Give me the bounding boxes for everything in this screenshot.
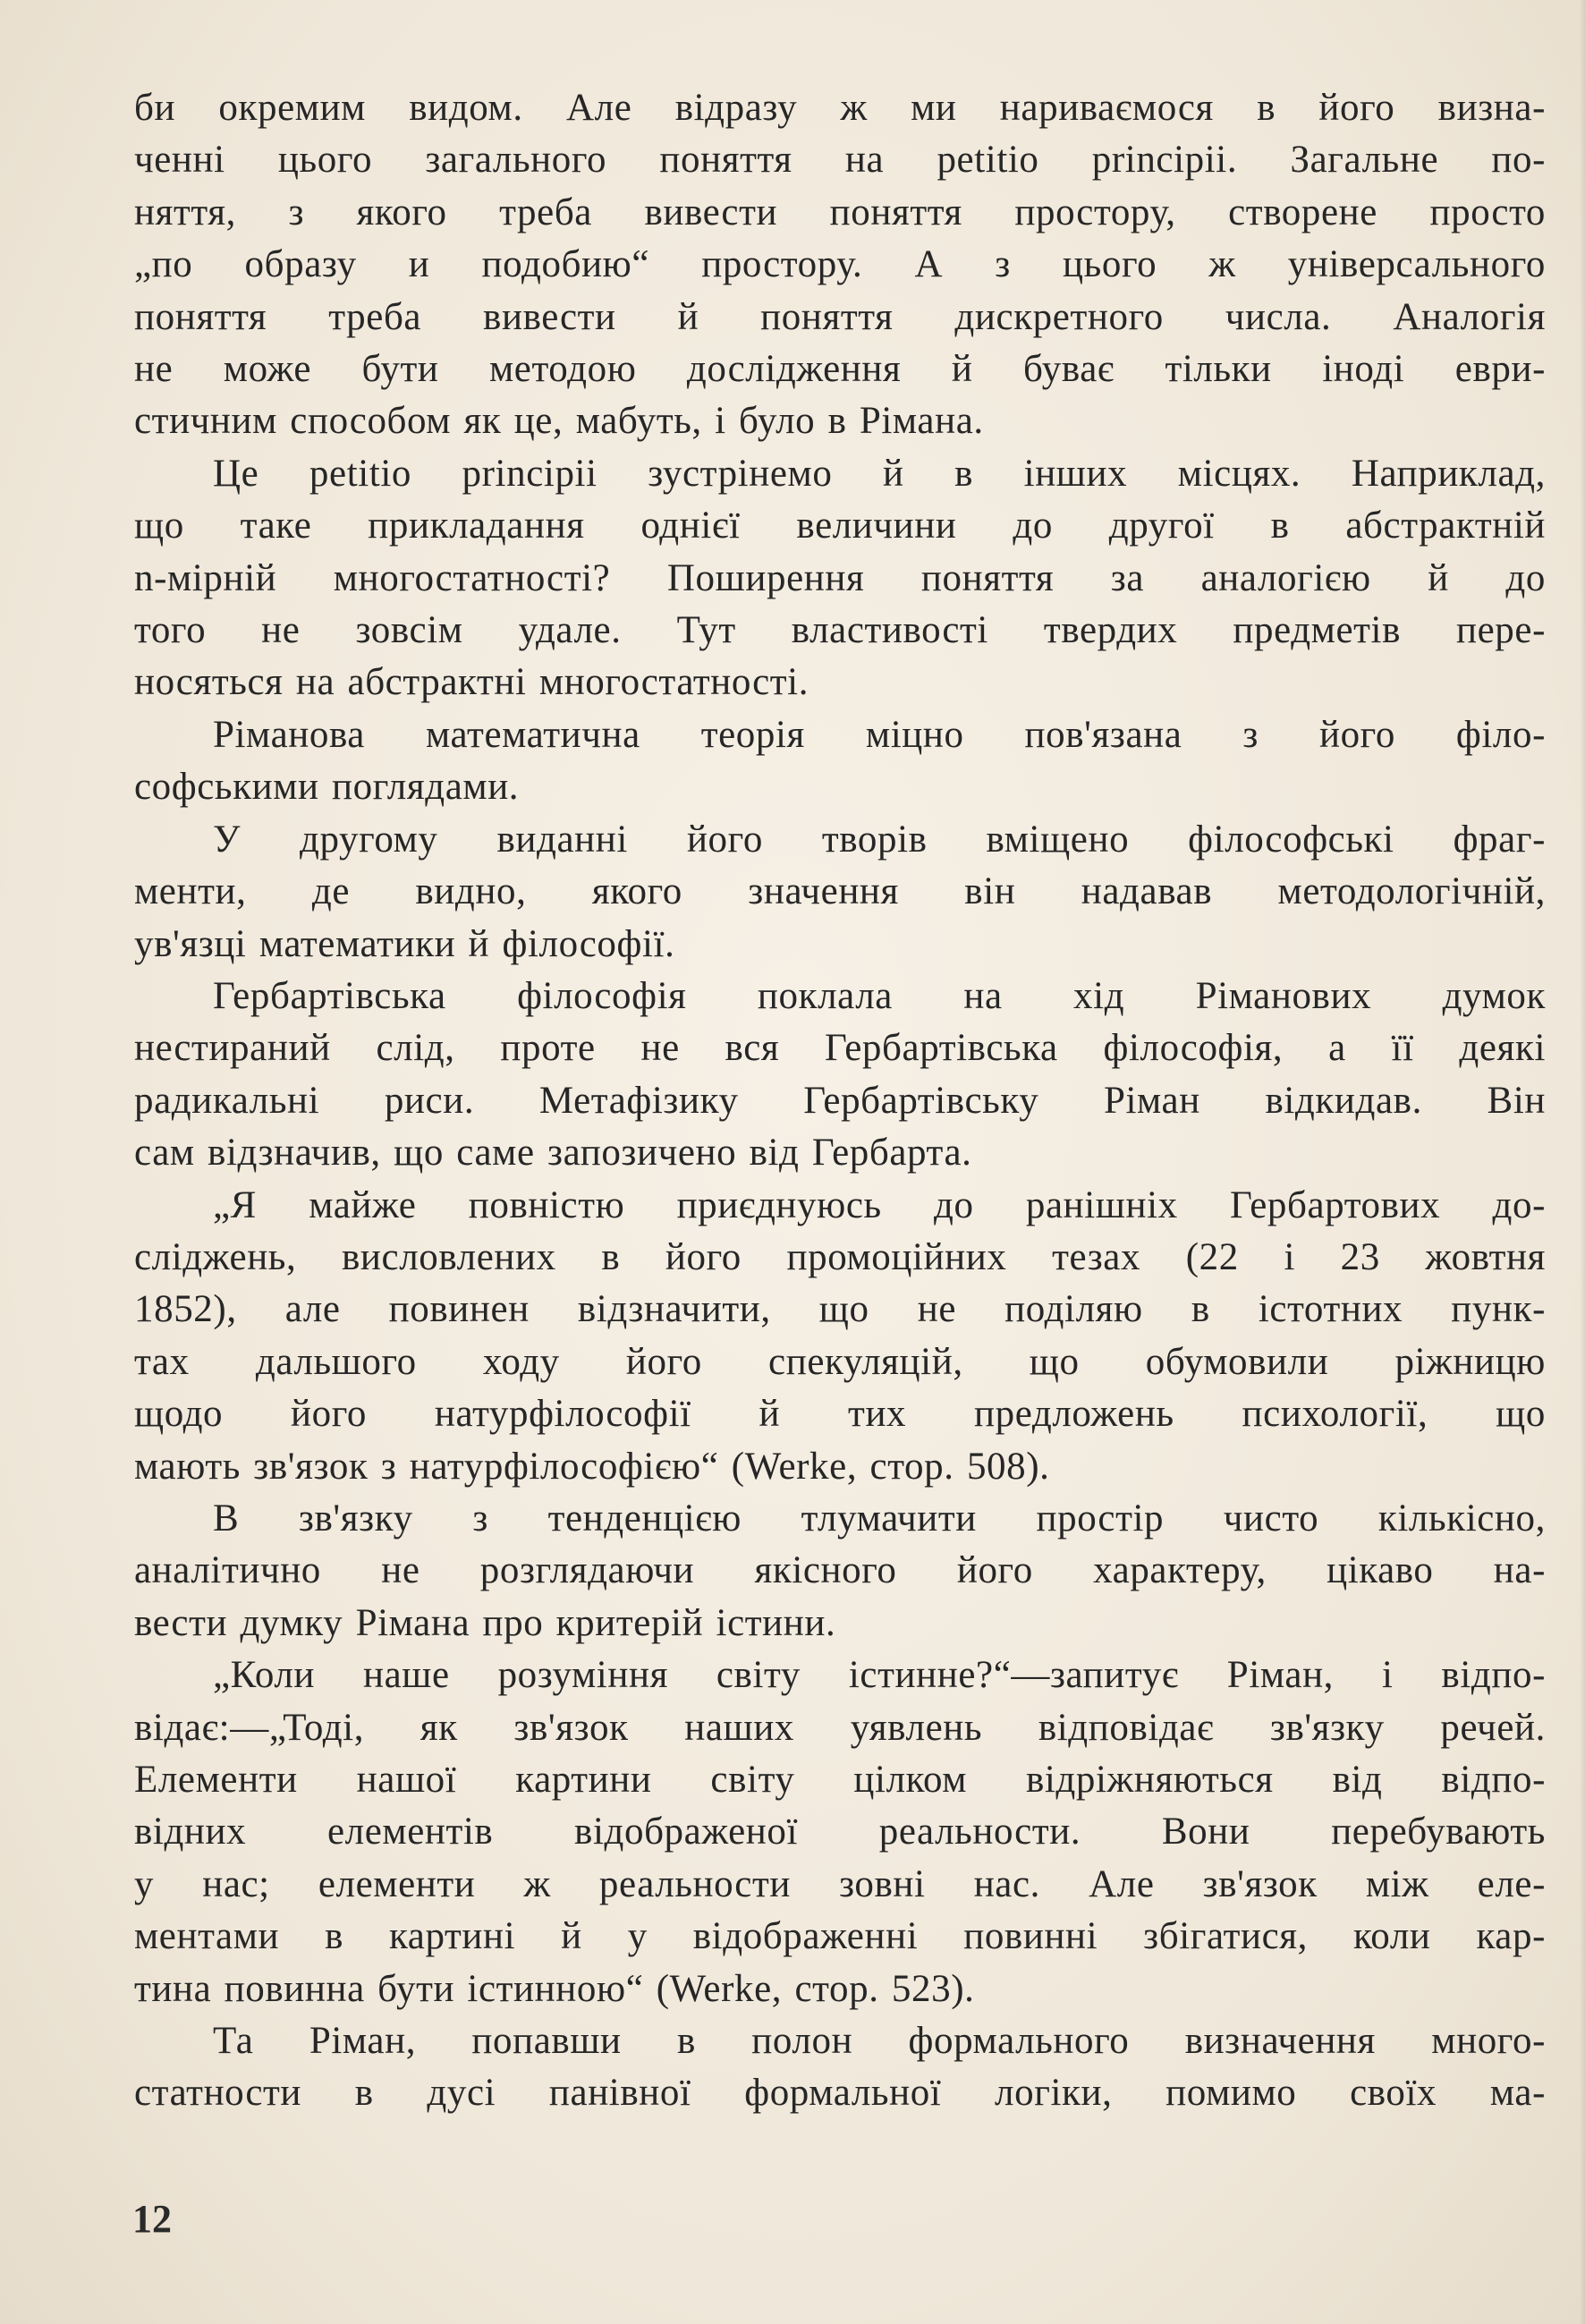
text-line: няття, з якого треба вивести поняття простору, створене просто bbox=[134, 191, 1546, 233]
text-line: нестираний слід, проте не вся Гербартівська філософія, а її деякі bbox=[134, 1027, 1546, 1070]
paragraph bbox=[134, 709, 1546, 814]
paragraph bbox=[134, 2015, 1546, 2120]
text-line: стичним способом як це, мабуть, і було в Рімана. bbox=[134, 400, 984, 443]
text-line: n-мірній многостатності? Поширення поняття за аналогією й до bbox=[134, 556, 1546, 599]
page-edge-shadow bbox=[1580, 0, 1585, 2324]
text-line: тина повинна бути істинною“ (Werke, стор. 523). bbox=[134, 1967, 975, 2010]
text-line: відних елементів відображеної реальности. Вони перебувають bbox=[134, 1811, 1546, 1853]
text-line: „Коли наше розуміння світу істинне?“—запитує Ріман, і відпо- bbox=[213, 1654, 1546, 1697]
text-line: „Я майже повністю приєднуюсь до ранішніх Гербартових до- bbox=[213, 1183, 1546, 1226]
text-line: відає:—„Тоді, як зв'язок наших уявлень відповідає зв'язку речей. bbox=[134, 1706, 1546, 1749]
text-line: того не зовсім удале. Тут властивості твердих предметів пере- bbox=[134, 609, 1546, 652]
text-line: мають зв'язок з натурфілософією“ (Werke, стор. 508). bbox=[134, 1445, 1050, 1488]
text-line: статности в дусі панівної формальної логіки, помимо своїх ма- bbox=[134, 2072, 1546, 2115]
paragraph bbox=[134, 448, 1546, 709]
text-line: вести думку Рімана про критерій істини. bbox=[134, 1601, 836, 1644]
text-line: тах дальшого ходу його спекуляцій, що обумовили ріжницю bbox=[134, 1340, 1546, 1383]
paragraph bbox=[134, 1493, 1546, 1650]
text-line: Елементи нашої картини світу цілком відріжняються від відпо- bbox=[134, 1759, 1546, 1801]
text-line: сліджень, висловлених в його промоційних тезах (22 і 23 жовтня bbox=[134, 1235, 1546, 1278]
body-text bbox=[134, 82, 1546, 2120]
text-line: що таке прикладання однієї величини до другої в абстрактній bbox=[134, 505, 1546, 547]
text-line: ув'язці математики й філософії. bbox=[134, 922, 675, 965]
text-line: у нас; елементи ж реальности зовні нас. Але зв'язок між еле- bbox=[134, 1862, 1546, 1905]
text-line: В зв'язку з тенденцією тлумачити простір чисто кількісно, bbox=[213, 1497, 1546, 1539]
text-line: носяться на абстрактні многостатності. bbox=[134, 661, 809, 704]
text-line: поняття треба вивести й поняття дискретного числа. Аналогія bbox=[134, 295, 1546, 338]
text-line: Ріманова математична теорія міцно пов'язана з його філо- bbox=[213, 713, 1546, 756]
text-line: Це petitio principii зустрінемо й в інших місцях. Наприклад, bbox=[213, 452, 1546, 495]
paragraph bbox=[134, 82, 1546, 448]
text-line: ченні цього загального поняття на petitio principii. Загальне по- bbox=[134, 139, 1546, 182]
text-line: Гербартівська філософія поклала на хід Ріманових думок bbox=[213, 974, 1546, 1017]
text-line: софськими поглядами. bbox=[134, 766, 520, 809]
text-line: радикальні риси. Метафізику Гербартівську Ріман відкидав. Він bbox=[134, 1079, 1546, 1122]
text-line: „по образу и подобию“ простору. А з цього ж універсального bbox=[134, 243, 1546, 286]
text-line: Та Ріман, попавши в полон формального визначення много- bbox=[213, 2020, 1546, 2063]
text-line: 1852), але повинен відзначити, що не поділяю в істотних пунк- bbox=[134, 1288, 1546, 1331]
page-number: 12 bbox=[132, 2197, 172, 2241]
text-line: би окремим видом. Але відразу ж ми нариваємося в його визна- bbox=[134, 87, 1546, 129]
paragraph bbox=[134, 1180, 1546, 1493]
text-line: аналітично не розглядаючи якісного його характеру, цікаво на- bbox=[134, 1549, 1546, 1592]
text-line: щодо його натурфілософії й тих предложень психології, що bbox=[134, 1393, 1546, 1436]
paragraph bbox=[134, 814, 1546, 971]
text-line: сам відзначив, що саме запозичено від Гербарта. bbox=[134, 1132, 972, 1175]
paragraph bbox=[134, 1650, 1546, 2015]
text-line: менти, де видно, якого значення він надавав методологічній, bbox=[134, 870, 1546, 913]
text-line: не може бути методою дослідження й буває тільки іноді еври- bbox=[134, 348, 1546, 391]
text-line: У другому виданні його творів вміщено філософські фраг- bbox=[213, 818, 1546, 861]
paragraph bbox=[134, 971, 1546, 1180]
text-line: ментами в картині й у відображенні повинні збігатися, коли кар- bbox=[134, 1915, 1546, 1958]
